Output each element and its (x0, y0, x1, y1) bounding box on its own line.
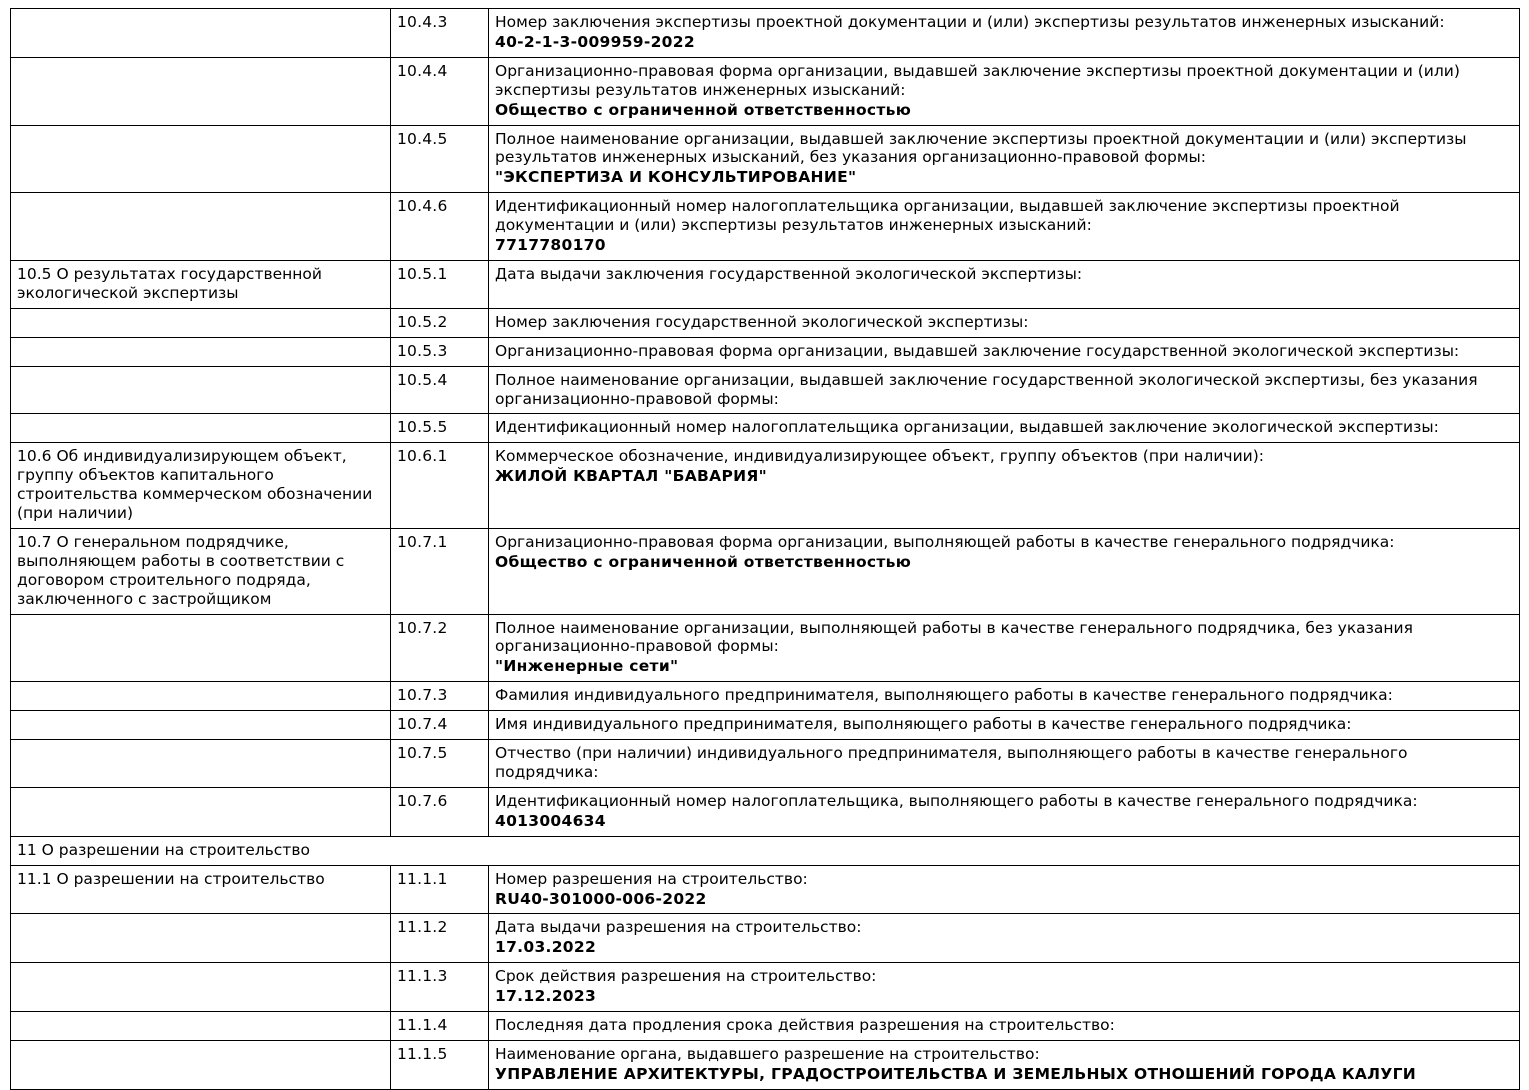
row-number: 10.5.3 (391, 337, 489, 366)
row-left-heading (11, 740, 391, 788)
table-row (11, 260, 1520, 308)
row-label: Номер заключения экспертизы проектной документации и (или) экспертизы результатов инженерных изысканий: (495, 13, 1445, 31)
table-row (11, 682, 1520, 711)
row-label: Номер разрешения на строительство: (495, 869, 808, 888)
table-row (11, 414, 1520, 443)
table-row (11, 1012, 1520, 1041)
row-left-heading (11, 308, 391, 337)
row-content (489, 414, 1520, 443)
row-content (489, 528, 1520, 614)
row-label: Полное наименование организации, выдавшей заключение экспертизы проектной документации и (или) экспертизы результатов инженерных изысканий, без указания организационно-правовой формы: (495, 129, 1467, 167)
row-left-heading (11, 614, 391, 682)
row-left-heading (11, 1012, 391, 1041)
row-number: 11.1.1 (391, 865, 489, 914)
table-row (11, 963, 1520, 1012)
row-value: Общество с ограниченной ответственностью (495, 552, 912, 571)
table-row (11, 787, 1520, 836)
row-label: Фамилия индивидуального предпринимателя, выполняющего работы в качестве генерального подрядчика: (495, 686, 1393, 705)
row-label: Идентификационный номер налогоплательщика, выполняющего работы в качестве генерального подрядчика: (495, 791, 1418, 810)
row-left-heading (11, 9, 391, 58)
table-row (11, 308, 1520, 337)
row-label: Организационно-правовая форма организации, выдавшей заключение экспертизы проектной документации и (или) экспертизы результатов инженерных изысканий: (495, 61, 1460, 99)
row-left-heading (11, 914, 391, 963)
row-content (489, 614, 1520, 682)
row-value: 7717780170 (495, 236, 606, 255)
section-heading: 11 О разрешении на строительство (11, 836, 1520, 865)
project-declaration-table (10, 8, 1520, 1090)
row-number: 10.7.1 (391, 528, 489, 614)
row-number: 10.5.1 (391, 260, 489, 308)
row-label: Отчество (при наличии) индивидуального предпринимателя, выполняющего работы в качестве генерального подрядчика: (495, 744, 1408, 781)
row-left-heading (11, 1040, 391, 1089)
row-number: 11.1.3 (391, 963, 489, 1012)
table-body (11, 9, 1520, 1090)
table-row (11, 337, 1520, 366)
row-number: 10.6.1 (391, 443, 489, 529)
table-row (11, 9, 1520, 58)
row-left-heading (11, 366, 391, 414)
row-number: 10.7.2 (391, 614, 489, 682)
row-value: ЖИЛОЙ КВАРТАЛ "БАВАРИЯ" (495, 467, 767, 486)
row-number: 10.7.6 (391, 787, 489, 836)
row-content (489, 125, 1520, 193)
row-content (489, 963, 1520, 1012)
row-label: Организационно-правовая форма организации, выполняющей работы в качестве генерального подрядчика: (495, 532, 1395, 551)
row-value: Общество с ограниченной ответственностью (495, 100, 912, 119)
row-left-heading (11, 193, 391, 261)
row-content (489, 914, 1520, 963)
table-row (11, 740, 1520, 788)
row-number: 10.4.3 (391, 9, 489, 58)
table-row (11, 443, 1520, 529)
table-row (11, 865, 1520, 914)
table-row (11, 528, 1520, 614)
row-number: 11.1.2 (391, 914, 489, 963)
table-row (11, 614, 1520, 682)
row-number: 10.7.3 (391, 682, 489, 711)
row-label: Наименование органа, выдавшего разрешение на строительство: (495, 1044, 1040, 1063)
row-number: 10.4.6 (391, 193, 489, 261)
row-label: Коммерческое обозначение, индивидуализирующее объект, группу объектов (при наличии): (495, 447, 1264, 466)
row-value: 17.03.2022 (495, 938, 597, 957)
row-label: Последняя дата продления срока действия разрешения на строительство: (495, 1016, 1115, 1035)
row-content (489, 443, 1520, 529)
row-label: Организационно-правовая форма организации, выдавшей заключение государственной экологической экспертизы: (495, 341, 1460, 360)
row-left-heading (11, 125, 391, 193)
row-number: 10.5.5 (391, 414, 489, 443)
row-content (489, 740, 1520, 788)
row-label: Полное наименование организации, выполняющей работы в качестве генерального подрядчика, без указания организационно-правовой формы: (495, 618, 1413, 656)
table-row (11, 1040, 1520, 1089)
row-label: Идентификационный номер налогоплательщика организации, выдавшей заключение экологической экспертизы: (495, 418, 1439, 437)
row-left-heading (11, 414, 391, 443)
row-left-heading (11, 57, 391, 125)
row-content (489, 711, 1520, 740)
row-number: 10.5.4 (391, 366, 489, 414)
row-left-heading (11, 682, 391, 711)
row-value: 40-2-1-3-009959-2022 (495, 32, 695, 51)
row-content (489, 260, 1520, 308)
table-row (11, 193, 1520, 261)
row-content (489, 865, 1520, 914)
row-number: 11.1.4 (391, 1012, 489, 1041)
row-number: 10.5.2 (391, 308, 489, 337)
row-number: 10.4.5 (391, 125, 489, 193)
row-value: УПРАВЛЕНИЕ АРХИТЕКТУРЫ, ГРАДОСТРОИТЕЛЬСТВА И ЗЕМЕЛЬНЫХ ОТНОШЕНИЙ ГОРОДА КАЛУГИ (495, 1064, 1417, 1083)
row-left-heading (11, 711, 391, 740)
row-number: 10.7.5 (391, 740, 489, 788)
row-label: Номер заключения государственной экологической экспертизы: (495, 312, 1029, 331)
row-label: Идентификационный номер налогоплательщика организации, выдавшей заключение экспертизы проектной документации и (или) экспертизы результатов инженерных изысканий: (495, 197, 1400, 235)
row-content (489, 1040, 1520, 1089)
row-number: 11.1.5 (391, 1040, 489, 1089)
row-left-heading (11, 787, 391, 836)
row-content (489, 366, 1520, 414)
row-value: RU40-301000-006-2022 (495, 889, 707, 908)
row-content (489, 787, 1520, 836)
row-content (489, 9, 1520, 58)
row-value: "ЭКСПЕРТИЗА И КОНСУЛЬТИРОВАНИЕ" (495, 168, 857, 187)
row-content (489, 1012, 1520, 1041)
row-number: 10.7.4 (391, 711, 489, 740)
row-label: Дата выдачи разрешения на строительство: (495, 918, 862, 937)
row-left-heading: 10.7 О генеральном подрядчике, выполняющем работы в соответствии с договором строительного подряда, заключенного с застройщиком (11, 528, 391, 614)
row-content (489, 57, 1520, 125)
row-number: 10.4.4 (391, 57, 489, 125)
row-content (489, 308, 1520, 337)
table-row (11, 711, 1520, 740)
row-content (489, 337, 1520, 366)
row-label: Срок действия разрешения на строительство: (495, 967, 877, 986)
row-value: 4013004634 (495, 811, 606, 830)
row-content (489, 682, 1520, 711)
row-content (489, 193, 1520, 261)
row-left-heading: 10.6 Об индивидуализирующем объект, группу объектов капитального строительства коммерческом обозначении (при наличии) (11, 443, 391, 529)
row-label: Имя индивидуального предпринимателя, выполняющего работы в качестве генерального подрядчика: (495, 715, 1352, 734)
row-left-heading (11, 963, 391, 1012)
row-label: Полное наименование организации, выдавшей заключение государственной экологической экспертизы, без указания организационно-правовой формы: (495, 370, 1478, 408)
table-row (11, 914, 1520, 963)
row-left-heading (11, 337, 391, 366)
table-row (11, 366, 1520, 414)
table-row (11, 57, 1520, 125)
row-label: Дата выдачи заключения государственной экологической экспертизы: (495, 264, 1083, 283)
row-value: "Инженерные сети" (495, 657, 679, 676)
section-heading-row (11, 836, 1520, 865)
row-value: 17.12.2023 (495, 987, 597, 1006)
row-left-heading: 11.1 О разрешении на строительство (11, 865, 391, 914)
table-row (11, 125, 1520, 193)
row-left-heading: 10.5 О результатах государственной экологической экспертизы (11, 260, 391, 308)
